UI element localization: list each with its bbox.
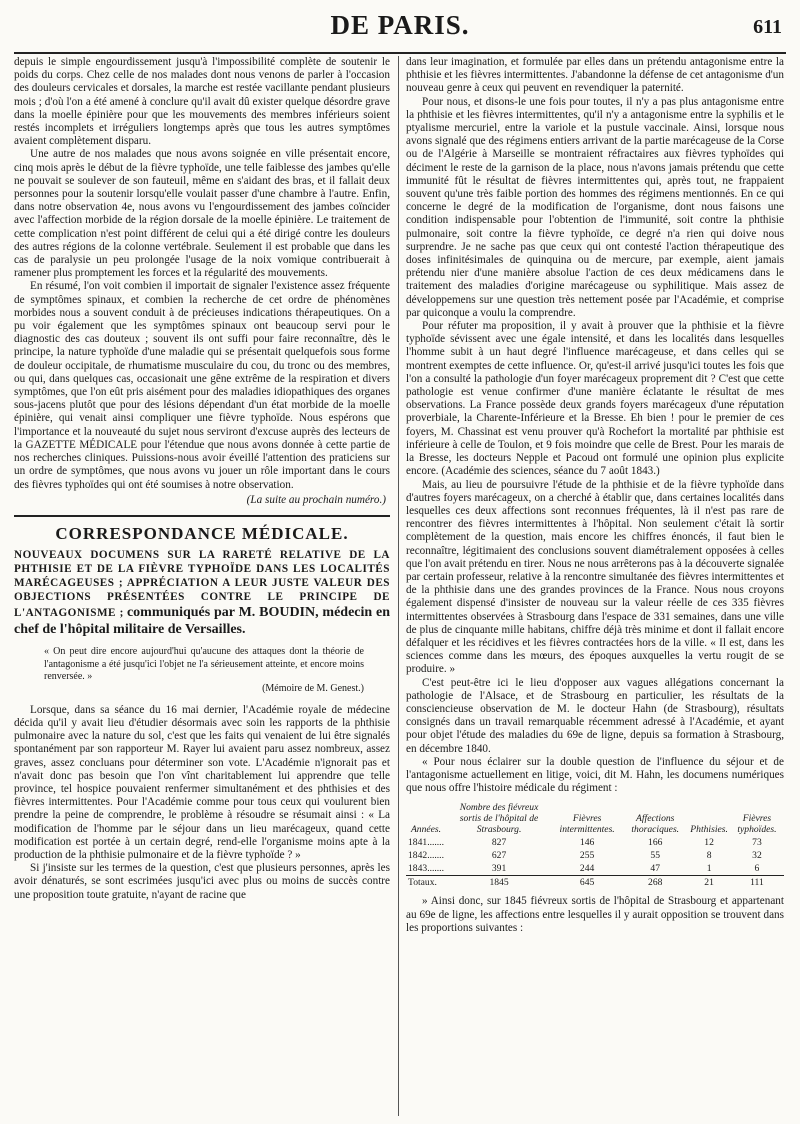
right-column [406, 56, 784, 1116]
paragraph: C'est peut-être ici le lieu d'opposer aux vagues allégations concernant la pathologie de l'Alsace, et de Strasbourg en particulier, les résultats de la consciencieuse observation de M. le docteur Hahn (de Strasbourg), résultats consignés dans un travail remarquable récemment adressé à l'Académie, et ayant pour objet l'étude des maladies du 69e de ligne, depuis sa formation à Strasbourg, en décembre 1840. [406, 676, 784, 755]
epigraph-quote: « On peut dire encore aujourd'hui qu'aucune des attaques dont la théorie de l'antagonisme a été jusqu'ici l'objet ne l'a sérieusement atteinte, et encore moins renversée. » [44, 646, 364, 682]
paragraph: dans leur imagination, et formulée par elles dans un prétendu antagonisme entre la phthisie et les fièvres intermittentes. J'abandonne la défense de cet antagonisme d'un nouveau genre à ceux qui peuvent en revendiquer la paternité. [406, 56, 784, 95]
table-header: Années. [410, 824, 442, 836]
to-be-continued-note: (La suite au prochain numéro.) [246, 493, 386, 506]
regiment-statistics-table [406, 801, 784, 889]
paragraph: En résumé, l'on voit combien il importait de signaler l'existence assez fréquente de symptômes spinaux, et combien la recherche de cet ordre de phénomènes morbides nous a souvent conduit à de précieuses indications thérapeutiques. On a pu voir également que les symptômes spinaux ont beaucoup servi pour le diagnostic des cas douteux ; souvent ils ont suffi pour faire reconnaître, dès le principe, la nature typhoïde d'une maladie qui se présentait quelquefois sous forme de douleur occipitale, de rhumatisme musculaire du cou, du tronc ou des membres, ou qui, dans quelques cas, occasionait une gêne extrême de la respiration et divers symptômes, que l'on eût pris aisément pour des maladies idiopathiques des organes sous-jacens plutôt que pour des lésions dépendant d'un état morbide de la moelle épinière, qui venait ainsi compliquer une fièvre typhoïde. Nous espérons que l'importance et la nouveauté du sujet nous serviront d'excuse auprès des lecteurs de la GAZETTE MÉDICALE pour l'étendue que nous avons donnée à cette partie de nos recherches cliniques. Puissions-nous avoir éveillé l'attention des praticiens sur un ordre de symptômes, que nous avons vu jouer un rôle important dans le cours des fièvres typhoïdes qui ont été soumises à notre observation. [14, 280, 390, 491]
table-cell: 8 [706, 850, 712, 862]
paragraph: » Ainsi donc, sur 1845 fiévreux sortis de l'hôpital de Strasbourg et appartenant au 69e de ligne, les affections entre lesquelles il y aurait opposition se trouvent dans les proportions suivantes : [406, 895, 784, 934]
table-cell: 111 [730, 876, 784, 890]
article-subtitle [14, 548, 390, 638]
paragraph: Pour réfuter ma proposition, il y avait à prouver que la phthisie et la fièvre typhoïde sévissent avec une égale intensité, et dans les localités dans lesquelles l'homme subit à un haut degré l'influence marécageuse, et dans celles qui se montrent exemptes de cette influence. Or, qu'est-il arrivé jusqu'ici toutes les fois que l'on a consulté la pathologie d'un foyer marécageux proprement dit ? C'est que cette pathologie est venue confirmer d'une manière éclatante le résultat de mes observations. La France possède deux grands foyers marécageux d'une réputation proverbiale, la Charente-Inférieure et la Bresse. Eh bien ! pour le premier de ces foyers, M. Chassinat est venu prouver qu'à Rochefort la mortalité par phthisie est inférieure à celle de Toulon, et 9 fois moindre que celle de Brest. Pour les marais de la Bresse, les docteurs Nepple et Pacoud ont formulé une opinion plus explicite encore. (Académie des sciences, séance du 7 août 1843.) [406, 320, 784, 478]
epigraph-source: (Mémoire de M. Genest.) [262, 683, 364, 695]
page-number: 611 [753, 16, 782, 38]
column-rule [398, 56, 399, 1116]
table-cell: 1841....... [408, 837, 444, 849]
table-header: Affections thoraciques. [631, 813, 680, 836]
table-cell: Totaux. [406, 876, 446, 890]
article-subtitle-caps: NOUVEAUX DOCUMENS SUR LA RARETÉ RELATIVE DE LA PHTHISIE ET DE LA FIÈVRE TYPHOÏDE DANS LES LOCALITÉS MARÉCAGEUSES ; APPRÉCIATION A LEUR JUSTE VALEUR DES OBJECTIONS PRÉSENTÉES CONTRE LE PRINCIPE DE L'ANTAGONISME ; [14, 549, 390, 620]
section-divider [14, 515, 390, 517]
paragraph: Une autre de nos malades que nous avons soignée en ville présentait encore, cinq mois après le début de la fièvre typhoïde, une telle faiblesse des jambes qu'elle ne pouvait se soulever de son fauteuil, même en s'aidant des bras, et il fallait deux personnes pour la soutenir lorsqu'elle voulait passer d'une chambre à l'autre. Enfin, dans notre observation 4e, nous avons vu l'engourdissement des jambes coïncider avec l'affection morbide de la région dorsale de la moelle épinière. Le traitement de cette complication n'est point différent de celui qui a été dirigé contre les douleurs des autres régions de la colonne vertébrale. Seulement il est probable que dans les cas de paralysie un peu prolongée l'usage de la noix vomique contribuerait à ramener plus promptement les forces et la régularité des mouvements. [14, 148, 390, 280]
table-cell: 1843....... [408, 863, 444, 875]
table-cell: 391 [491, 863, 507, 875]
table-cell: 244 [579, 863, 595, 875]
table-cell: 21 [688, 876, 730, 890]
table-cell: 645 [552, 876, 622, 890]
paragraph: Si j'insiste sur les termes de la question, c'est que plusieurs personnes, après les avoir dénaturés, se sont escrimées jusqu'ici avec plus ou moins de succès contre une proposition toute gratuite, n'ayant de racine que [14, 862, 390, 901]
table-cell: 12 [704, 837, 714, 849]
table-cell: 166 [648, 837, 663, 849]
table-row [406, 862, 784, 876]
table-cell: 55 [650, 850, 661, 862]
table-cell: 1 [706, 863, 712, 875]
table-header: Phthisies. [690, 824, 728, 836]
page-header [14, 8, 786, 54]
continued-article [14, 56, 390, 507]
paragraph: « Pour nous éclairer sur la double question de l'influence du séjour et de l'antagonisme actuellement en litige, voici, dit M. Hahn, les documens numériques que nous offre l'histoire médicale du régiment : [406, 755, 784, 795]
table-row [406, 849, 784, 862]
paragraph: depuis le simple engourdissement jusqu'à l'impossibilité complète de soutenir le poids du corps. Chez celle de nos malades dont nous venons de parler à l'occasion des douleurs cervicales et dorsales, la marche est restée vacillante pendant plusieurs mois ; d'où l'on a été amené à conclure qu'il avait dû exister quelque désordre grave dans la moelle épinière pour que les mouvements des membres inférieurs soient restés incomplets et irréguliers longtemps après que tous les autres symptômes avaient complètement disparu. [14, 56, 390, 148]
table-cell: 1845 [446, 876, 552, 890]
table-header: Nombre des fiévreux sortis de l'hôpital de Strasbourg. [459, 802, 539, 836]
table-cell: 32 [752, 850, 762, 862]
table-row [406, 836, 784, 849]
table-cell: 146 [579, 837, 595, 849]
page-title: DE PARIS. [330, 10, 470, 40]
table-cell: 47 [650, 863, 661, 875]
table-cell: 268 [622, 876, 688, 890]
table-total-row [406, 876, 784, 890]
table-cell: 1842....... [408, 850, 444, 862]
table-cell: 255 [579, 850, 595, 862]
table-cell: 6 [754, 863, 760, 875]
table-header: Fièvres typhoïdes. [737, 813, 777, 836]
table-cell: 73 [752, 837, 762, 849]
table-header-row [406, 801, 784, 836]
table-header: Fièvres intermittentes. [559, 813, 615, 836]
article-author-line: communiqués par M. BOUDIN, médecin en chef de l'hôpital militaire de Versailles. [14, 605, 390, 638]
epigraph [44, 646, 364, 696]
paragraph: Pour nous, et disons-le une fois pour toutes, il n'y a pas plus antagonisme entre la phthisie et les fièvres intermittentes, qu'il n'y a antagonisme entre la syphilis et le ptyalisme mercuriel, entre la variole et la pustule vaccinale. Ainsi, lorsque nous avons signalé que des régimens entiers arrivant de la partie marécageuse de la Corse ou de l'Algérie à Marseille se montraient réfractaires aux fièvres typhoïdes qui déciment le reste de la garnison de la place, nous n'avons jamais prétendu que cette immunité fût le résultat de fièvres intermittentes qui, après tout, ne frappaient souvent qu'une très faible portion des hommes des régimens mentionnés. En ce qui concerne le degré de la modification de l'organisme, dont nous faisons une condition indispensable pour l'obtention de l'immunité, soit contre la phthisie pulmonaire, soit contre la fièvre typhoïde, ce degré n'a rien qui doive nous surprendre. Je ne sache pas que ceux qui ont contesté l'action thérapeutique des doses infinitésimales de quinquina ou de mercure, par exemple, aient jamais prétendu nier d'une manière absolue l'action de ces deux médicamens dans le traitement des maladies d'origine marécageuse ou syphilitique. Mais assez de développemens sur une question très nettement posée par l'Académie, et comprise par quiconque a voulu la comprendre. [406, 95, 784, 319]
paragraph: Mais, au lieu de poursuivre l'étude de la phthisie et de la fièvre typhoïde dans d'autres foyers marécageux, on a cherché à établir que, dans certaines localités dans lesquelles ces deux affections sont reconnues fréquentes, là il n'est pas rare de rencontrer des fièvres intermittentes à l'hôpital. Non seulement c'était là sortir complètement de la question, mais encore les chiffres énoncés, il faut bien le reconnaître, légitimaient des conclusions souvent diamétralement opposées à celles que l'on avait prétendu en tirer. Nous ne nous arrêterons pas à la découverte signalée par certain professeur, relative à la rencontre simultanée des fièvres intermittentes et de la phthisie dans une des grandes provinces de la France. Nous nous croyons également dispensé d'insister de nouveau sur la valeur réelle de ces 335 fièvres intermittentes observées à Strasbourg dans l'espace de 331 semaines, dans une ville de plus de cinquante mille habitans, chiffre déjà très minime et dont il fallait encore défalquer et les récidives et les fièvres contractées hors de la ville. « Il est, dans les sciences comme dans les mœurs, des époques auxquelles la vertu rougit de se produire. » [406, 478, 784, 676]
paragraph: Lorsque, dans sa séance du 16 mai dernier, l'Académie royale de médecine décida qu'il y avait lieu d'étudier désormais avec soin les rapports de la phthisie pulmonaire avec la nature du sol, c'est que les faits qui venaient de lui être signalés spontanément par son rapporteur M. Rayer lui avaient paru assez nombreux, assez graves, assez concluans pour déterminer son vote. L'Académie n'ignorait pas et n'avait donc pas besoin que l'on vînt charitablement lui apprendre que telle province, tel hospice pouvaient renfermer simultanément et des phthisies et des fièvres intermittentes. Pour l'Académie comme pour tous ceux qui voulurent bien prendre la peine de comprendre, le problème à résoudre se résumait ainsi : « La modification de l'homme par le séjour dans un lieu marécageux, quand cette modification est portée à un certain degré, rend-elle l'organisme moins apte à la production de la phthisie pulmonaire et de la fièvre typhoïde ? » [14, 703, 390, 861]
table-cell: 627 [491, 850, 507, 862]
left-column [14, 56, 390, 1116]
table-cell: 827 [491, 837, 507, 849]
section-heading: CORRESPONDANCE MÉDICALE. [55, 523, 349, 543]
